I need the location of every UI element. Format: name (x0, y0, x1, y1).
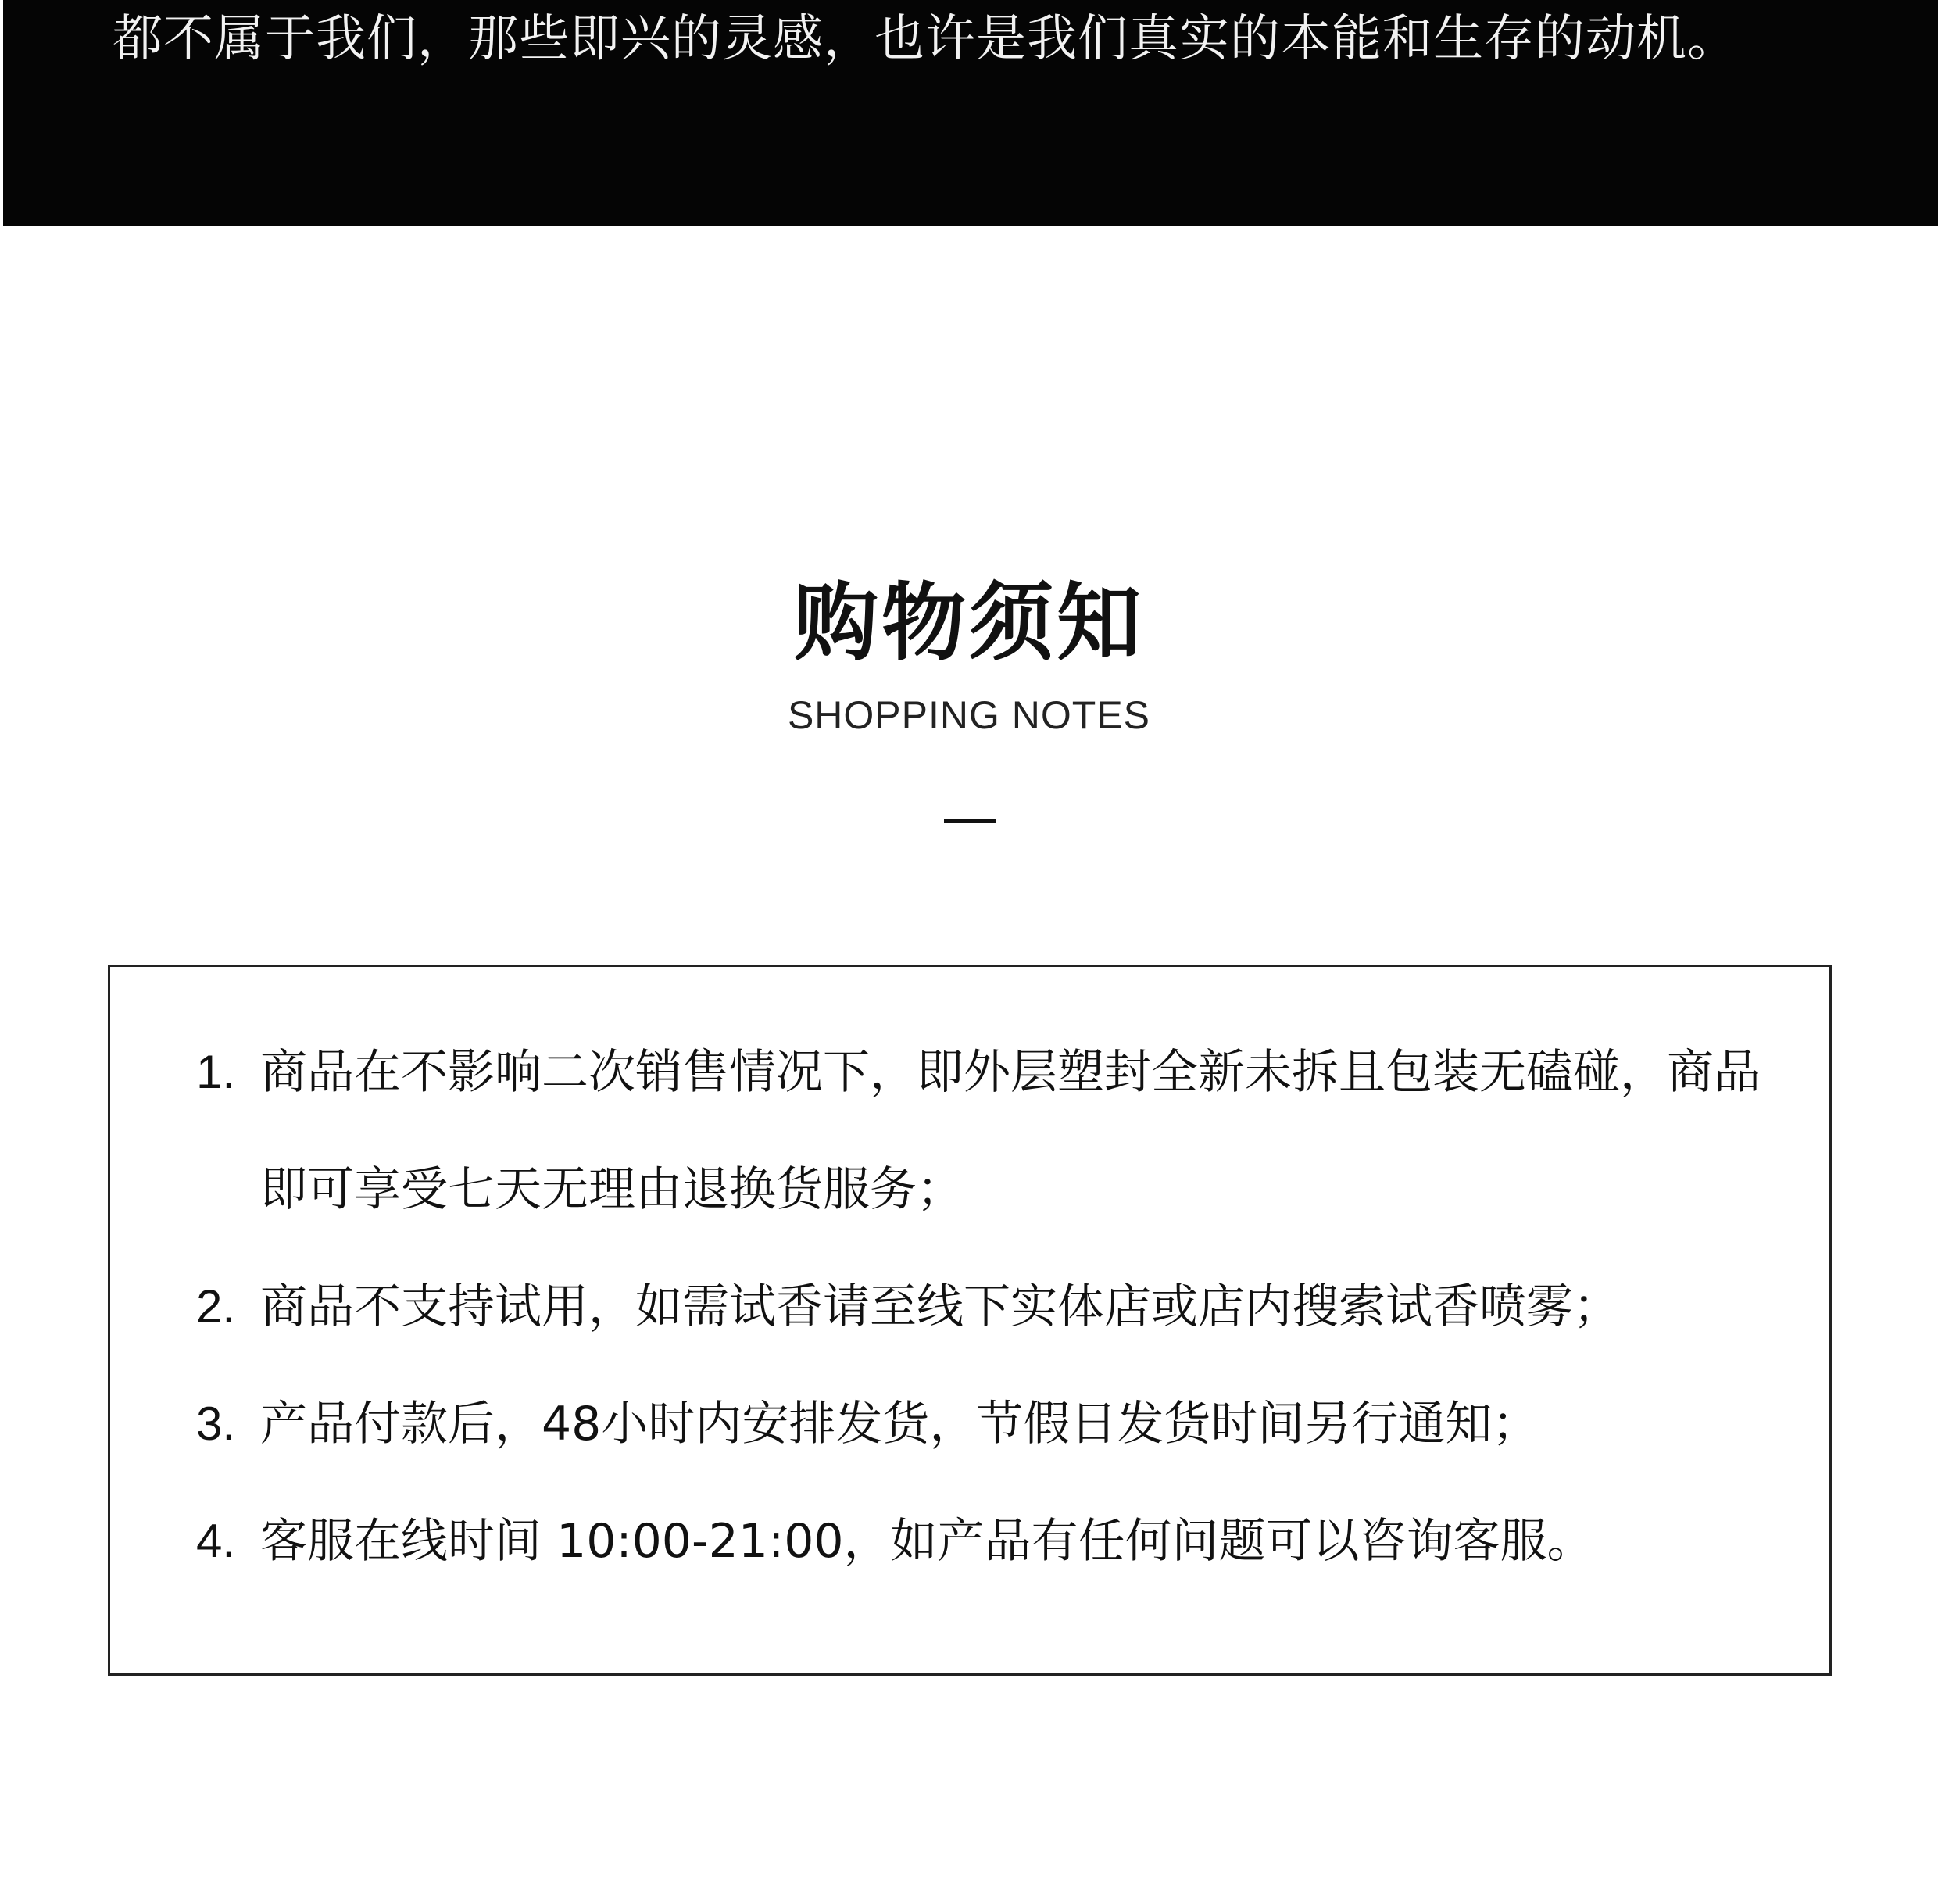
section-title: 购物须知 (793, 574, 1144, 672)
note-item-1 (196, 1014, 1822, 1248)
note-item-2 (196, 1248, 1822, 1365)
note-number: 3. (196, 1398, 236, 1450)
banner-text: 都不属于我们，那些即兴的灵感，也许是我们真实的本能和生存的动机。 (113, 10, 1738, 68)
note-text: 商品在不影响二次销售情况下，即外层塑封全新未拆且包装无磕碰，商品即可享受七天无理由退换货服务； (260, 1045, 1761, 1217)
note-number: 1. (196, 1046, 236, 1098)
shopping-notes-box (108, 965, 1832, 1676)
note-text: 产品付款后，48小时内安排发货，节假日发货时间另行通知； (260, 1397, 1539, 1451)
section-subtitle: SHOPPING NOTES (787, 693, 1151, 737)
title-divider (944, 819, 996, 823)
note-text: 客服在线时间 10:00-21:00，如产品有任何问题可以咨询客服。 (260, 1514, 1594, 1569)
note-number: 2. (196, 1280, 236, 1333)
note-item-3 (196, 1365, 1822, 1483)
note-item-4 (196, 1483, 1822, 1600)
note-number: 4. (196, 1515, 236, 1567)
top-banner (3, 0, 1938, 226)
note-text: 商品不支持试用，如需试香请至线下实体店或店内搜索试香喷雾； (260, 1279, 1620, 1334)
shopping-notes-list (196, 1014, 1822, 1600)
